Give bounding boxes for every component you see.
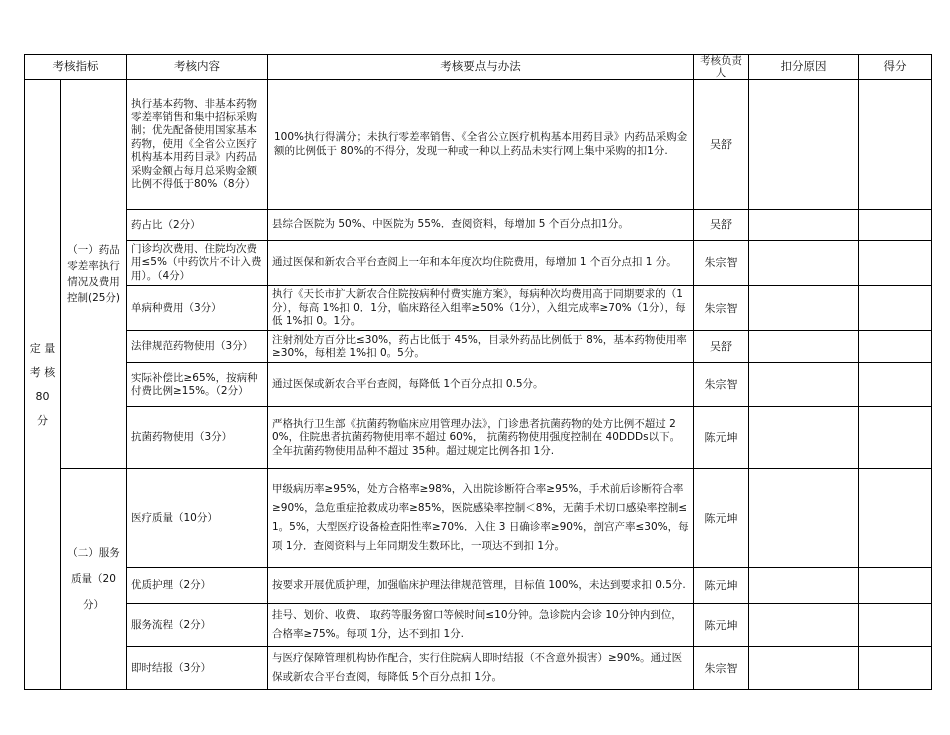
item-method: 挂号、划价、收费、 取药等服务窗口等候时间≤10分钟。急诊院内会诊 10分钟内到位，合格率≥75%。每项 1分，达不到扣 1分. <box>268 604 694 647</box>
header-responsible: 考核负责人 <box>694 55 749 80</box>
table-row <box>25 210 932 241</box>
section-name: （二）服务质量（20分） <box>61 469 127 690</box>
score-cell[interactable] <box>859 469 932 568</box>
deduction-cell[interactable] <box>749 469 859 568</box>
score-cell[interactable] <box>859 210 932 241</box>
item-responsible: 朱宗智 <box>694 363 749 407</box>
item-content: 实际补偿比≥65%，按病种付费比例≥15%。（2分） <box>127 363 268 407</box>
item-content: 药占比（2分） <box>127 210 268 241</box>
deduction-cell[interactable] <box>749 604 859 647</box>
item-content: 抗菌药物使用（3分） <box>127 407 268 469</box>
header-method: 考核要点与办法 <box>268 55 694 80</box>
item-method: 注射剂处方百分比≤30%，药占比低于 45%，目录外药品比例低于 8%，基本药物使用率≥30%，每相差 1%扣 0。5分。 <box>268 331 694 363</box>
header-row <box>25 55 932 80</box>
item-method: 严格执行卫生部《抗菌药物临床应用管理办法》，门诊患者抗菌药物的处方比例不超过 20%，住院患者抗菌药物使用率不超过 60%， 抗菌药物使用强度控制在 40DDDs以下。全年抗菌药物使用品种不超过 35种。超过规定比例各扣 1分. <box>268 407 694 469</box>
deduction-cell[interactable] <box>749 568 859 604</box>
table-row <box>25 363 932 407</box>
deduction-cell[interactable] <box>749 241 859 286</box>
deduction-cell[interactable] <box>749 80 859 210</box>
item-method: 执行《天长市扩大新农合住院按病种付费实施方案》，每病种次均费用高于同期要求的（1分），每高 1%扣 0．1分，临床路径入组率≥50%（1分），入组完成率≥70%（1分），每低 1%扣 0。1分。 <box>268 286 694 331</box>
item-responsible: 朱宗智 <box>694 286 749 331</box>
item-responsible: 朱宗智 <box>694 241 749 286</box>
item-responsible: 陈元坤 <box>694 469 749 568</box>
score-cell[interactable] <box>859 407 932 469</box>
table-row <box>25 604 932 647</box>
item-responsible: 陈元坤 <box>694 568 749 604</box>
item-method: 县综合医院为 50%、中医院为 55%．查阅资料，每增加 5 个百分点扣1分。 <box>268 210 694 241</box>
item-content: 门诊均次费用、住院均次费用≤5%（中药饮片不计入费用）。（4分） <box>127 241 268 286</box>
table-row <box>25 407 932 469</box>
score-cell[interactable] <box>859 286 932 331</box>
score-cell[interactable] <box>859 331 932 363</box>
section-name: （一）药品零差率执行情况及费用控制(25分) <box>61 80 127 469</box>
item-content: 优质护理（2分） <box>127 568 268 604</box>
table-row <box>25 286 932 331</box>
table-row <box>25 241 932 286</box>
item-content: 法律规范药物使用（3分） <box>127 331 268 363</box>
table-row <box>25 80 932 210</box>
item-method: 100%执行得满分；未执行零差率销售、《全省公立医疗机构基本用药目录》内药品采购金额的比例低于 80%的不得分，发现一种或一种以上药品未实行网上集中采购的扣1分. <box>268 80 694 210</box>
item-content: 医疗质量（10分） <box>127 469 268 568</box>
score-cell[interactable] <box>859 80 932 210</box>
deduction-cell[interactable] <box>749 286 859 331</box>
score-cell[interactable] <box>859 647 932 690</box>
deduction-cell[interactable] <box>749 363 859 407</box>
item-content: 即时结报（3分） <box>127 647 268 690</box>
table-row <box>25 568 932 604</box>
score-cell[interactable] <box>859 604 932 647</box>
assessment-table <box>24 54 932 690</box>
header-content: 考核内容 <box>127 55 268 80</box>
item-responsible: 吴舒 <box>694 80 749 210</box>
header-deduction: 扣分原因 <box>749 55 859 80</box>
score-cell[interactable] <box>859 363 932 407</box>
table-row <box>25 469 932 568</box>
item-method: 通过医保和新农合平台查阅上一年和本年度次均住院费用，每增加 1 个百分点扣 1 分。 <box>268 241 694 286</box>
item-content: 单病种费用（3分） <box>127 286 268 331</box>
item-content: 执行基本药物、非基本药物零差率销售和集中招标采购制；优先配备使用国家基本药物，使用《全省公立医疗机构基本用药目录》内药品采购金额占每月总采购金额比例不得低于80%（8分） <box>127 80 268 210</box>
item-responsible: 陈元坤 <box>694 407 749 469</box>
table-row <box>25 331 932 363</box>
item-responsible: 吴舒 <box>694 210 749 241</box>
header-score: 得分 <box>859 55 932 80</box>
score-cell[interactable] <box>859 241 932 286</box>
item-method: 通过医保或新农合平台查阅，每降低 1个百分点扣 0.5分。 <box>268 363 694 407</box>
item-responsible: 吴舒 <box>694 331 749 363</box>
deduction-cell[interactable] <box>749 407 859 469</box>
table-row <box>25 647 932 690</box>
header-indicator: 考核指标 <box>25 55 127 80</box>
item-responsible: 陈元坤 <box>694 604 749 647</box>
item-method: 按要求开展优质护理，加强临床护理法律规范管理，目标值 100%，未达到要求扣 0.5分. <box>268 568 694 604</box>
item-method: 甲级病历率≥95%，处方合格率≥98%，入出院诊断符合率≥95%，手术前后诊断符合率≥90%，急危重症抢救成功率≥85%，医院感染率控制＜8%，无菌手术切口感染率控制≤1。5%，大型医疗设备检查阳性率≥70%．入住 3 日确诊率≥90%，剖宫产率≤30%，每项 1分．查阅资料与上年同期发生数环比，一项达不到扣 1分。 <box>268 469 694 568</box>
deduction-cell[interactable] <box>749 331 859 363</box>
deduction-cell[interactable] <box>749 210 859 241</box>
item-responsible: 朱宗智 <box>694 647 749 690</box>
score-cell[interactable] <box>859 568 932 604</box>
category-quantitative: 定 量 考 核 80 分 <box>25 80 61 690</box>
item-method: 与医疗保障管理机构协作配合，实行住院病人即时结报（不含意外损害）≥90%。通过医保或新农合平台查阅，每降低 5个百分点扣 1分。 <box>268 647 694 690</box>
deduction-cell[interactable] <box>749 647 859 690</box>
item-content: 服务流程（2分） <box>127 604 268 647</box>
